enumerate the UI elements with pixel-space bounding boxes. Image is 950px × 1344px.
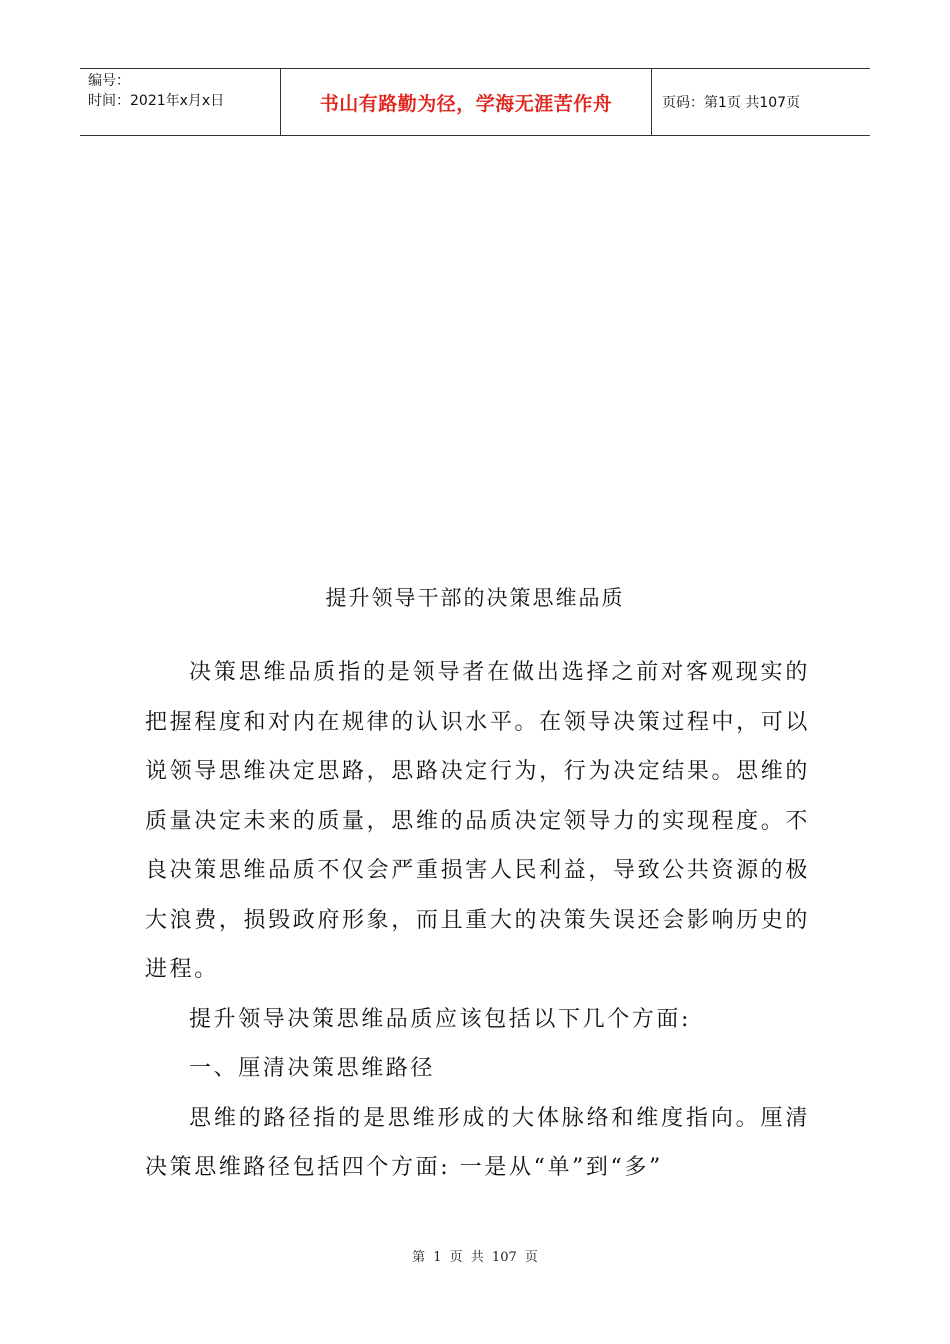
header-motto-cell [281,69,652,135]
document-body [145,648,810,1193]
document-code-label: 编号： [88,73,130,89]
header-page-cell [652,69,870,135]
header-page-info: 页码：第1页 共107页 [662,95,801,111]
document-time-label: 时间：2021年x月x日 [88,93,225,109]
body-paragraph: 决策思维品质指的是领导者在做出选择之前对客观现实的把握程度和对内在规律的认识水平。在领导决策过程中，可以说领导思维决定思路，思路决定行为，行为决定结果。思维的质量决定未来的质量，思维的品质决定领导力的实现程度。不良决策思维品质不仅会严重损害人民利益，导致公共资源的极大浪费，损毁政府形象，而且重大的决策失误还会影响历史的进程。 [145,660,810,982]
section-heading: 一、厘清决策思维路径 [189,1056,436,1081]
document-title: 提升领导干部的决策思维品质 [325,586,625,610]
body-paragraph: 思维的路径指的是思维形成的大体脉络和维度指向。厘清决策思维路径包括四个方面: 一是从“单”到“多” [145,1105,810,1180]
body-paragraph: 提升领导决策思维品质应该包括以下几个方面: [189,1006,692,1032]
page-footer: 第 1 页 共 107 页 [412,1250,538,1265]
header-table [80,68,870,136]
header-motto: 书山有路勤为径，学海无涯苦作舟 [319,92,613,115]
header-meta-cell [80,69,281,135]
